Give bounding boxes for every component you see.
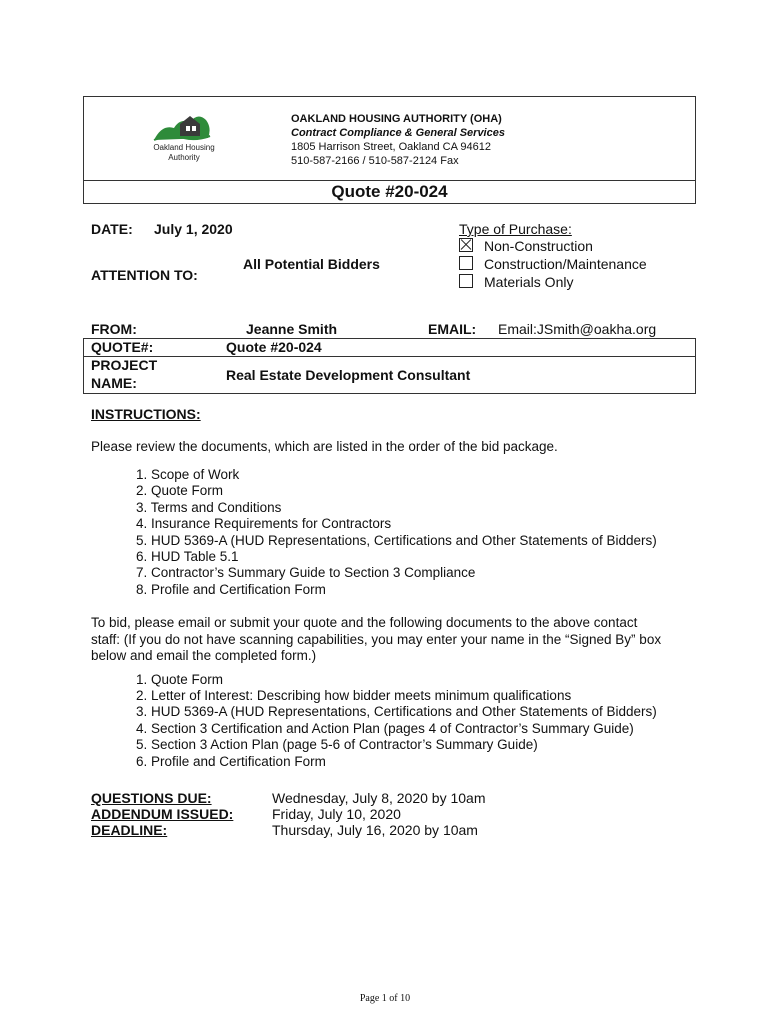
list-item: 1. Quote Form xyxy=(136,672,224,687)
quote-number-label: QUOTE#: xyxy=(91,339,154,355)
list-item: 4. Insurance Requirements for Contractors xyxy=(136,516,392,531)
non-construction-label: Non-Construction xyxy=(484,238,593,254)
org-department: Contract Compliance & General Services xyxy=(291,127,505,139)
list-item: 2. Letter of Interest: Describing how bidder meets minimum qualifications xyxy=(136,688,572,703)
table-right-line xyxy=(695,338,696,394)
date-value: July 1, 2020 xyxy=(154,221,233,237)
deadline-value: Thursday, July 16, 2020 by 10am xyxy=(272,822,478,838)
addendum-issued-value: Friday, July 10, 2020 xyxy=(272,806,401,822)
materials-only-checkbox[interactable] xyxy=(459,274,473,288)
logo-caption xyxy=(140,143,228,163)
from-value: Jeanne Smith xyxy=(246,321,338,337)
attention-value: All Potential Bidders xyxy=(243,256,380,272)
project-label-line1: PROJECT xyxy=(91,357,158,373)
list-item: 5. Section 3 Action Plan (page 5-6 of Contractor’s Summary Guide) xyxy=(136,737,538,752)
materials-only-label: Materials Only xyxy=(484,274,574,290)
addendum-issued-label: ADDENDUM ISSUED: xyxy=(91,806,234,822)
quote-number-value: Quote #20-024 xyxy=(226,339,322,355)
construction-maintenance-checkbox[interactable] xyxy=(459,256,473,270)
org-address: 1805 Harrison Street, Oakland CA 94612 xyxy=(291,141,491,153)
project-label-line2: NAME: xyxy=(91,375,137,391)
list-item: 4. Section 3 Certification and Action Plan (pages 4 of Contractor’s Summary Guide) xyxy=(136,721,634,736)
instructions-intro: Please review the documents, which are listed in the order of the bid package. xyxy=(91,439,558,454)
purchase-type-label: Type of Purchase: xyxy=(459,221,572,237)
non-construction-checkbox[interactable] xyxy=(459,238,473,252)
construction-maintenance-label: Construction/Maintenance xyxy=(484,256,647,272)
attention-label: ATTENTION TO: xyxy=(91,267,198,283)
page-number: Page 1 of 10 xyxy=(359,993,411,1004)
list-item: 6. HUD Table 5.1 xyxy=(136,549,239,564)
org-name: OAKLAND HOUSING AUTHORITY (OHA) xyxy=(291,113,502,125)
list-item: 1. Scope of Work xyxy=(136,467,240,482)
email-label: EMAIL: xyxy=(428,321,477,337)
questions-due-value: Wednesday, July 8, 2020 by 10am xyxy=(272,790,486,806)
questions-due-label: QUESTIONS DUE: xyxy=(91,790,212,806)
deadline-label: DEADLINE: xyxy=(91,822,168,838)
table-bottom-line xyxy=(83,393,696,394)
list-item: 3. Terms and Conditions xyxy=(136,500,282,515)
logo-text-line1: Oakland Housing xyxy=(153,143,215,152)
list-item: 6. Profile and Certification Form xyxy=(136,754,326,769)
instructions-heading: INSTRUCTIONS: xyxy=(91,406,201,422)
logo-text-line2: Authority xyxy=(168,153,200,162)
quote-title: Quote #20-024 xyxy=(331,182,448,201)
table-top-line xyxy=(83,338,696,339)
table-left-line xyxy=(83,338,84,394)
oha-logo-icon xyxy=(140,110,240,146)
org-phone: 510-587-2166 / 510-587-2124 Fax xyxy=(291,155,459,167)
bid-paragraph-line3: below and email the completed form.) xyxy=(91,648,317,663)
list-item: 5. HUD 5369-A (HUD Representations, Certifications and Other Statements of Bidders) xyxy=(136,533,657,548)
list-item: 3. HUD 5369-A (HUD Representations, Certifications and Other Statements of Bidders) xyxy=(136,704,657,719)
list-item: 8. Profile and Certification Form xyxy=(136,582,326,597)
list-item: 7. Contractor’s Summary Guide to Section 3 Compliance xyxy=(136,565,476,580)
from-label: FROM: xyxy=(91,321,137,337)
table-mid-line xyxy=(83,356,696,357)
list-item: 2. Quote Form xyxy=(136,483,224,498)
bid-paragraph-line2: staff: (If you do not have scanning capabilities, you may enter your name in the “Signed By” box xyxy=(91,632,662,647)
date-label: DATE: xyxy=(91,221,133,237)
email-value[interactable]: Email:JSmith@oakha.org xyxy=(498,321,657,337)
bid-paragraph-line1: To bid, please email or submit your quote and the following documents to the above contact xyxy=(91,615,638,630)
project-name-value: Real Estate Development Consultant xyxy=(226,367,471,383)
